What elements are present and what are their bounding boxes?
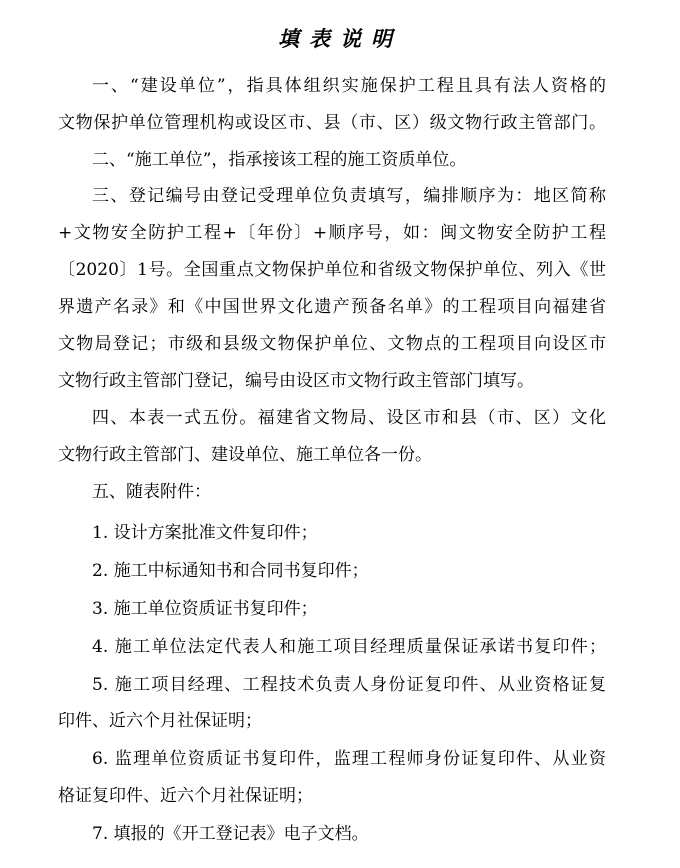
list-item: 1. 设计方案批准文件复印件；: [92, 523, 318, 543]
paragraph-line: 二、“施工单位”，指承接该工程的施工资质单位。: [92, 150, 467, 170]
list-item: 2. 施工中标通知书和合同书复印件；: [92, 561, 369, 581]
paragraph-line: 五、随表附件：: [92, 482, 211, 502]
paragraph-line: 三、登记编号由登记受理单位负责填写，编排顺序为：地区简称: [92, 186, 606, 206]
paragraph-line: +文物安全防护工程+〔年份〕+顺序号，如：闽文物安全防护工程: [58, 223, 606, 243]
list-item: 5. 施工项目经理、工程技术负责人身份证复印件、从业资格证复: [92, 675, 606, 695]
list-item-continuation: 印件、近六个月社保证明；: [58, 711, 262, 731]
list-item: 6. 监理单位资质证书复印件，监理工程师身份证复印件、从业资: [92, 749, 606, 769]
paragraph-line: 四、本表一式五份。福建省文物局、设区市和县（市、区）文化: [92, 408, 606, 428]
page-title: 填表说明: [278, 27, 402, 51]
paragraph-line: 文物行政主管部门、建设单位、施工单位各一份。: [58, 445, 432, 465]
paragraph-line: 一、“建设单位”，指具体组织实施保护工程且具有法人资格的: [92, 76, 606, 96]
list-item: 4. 施工单位法定代表人和施工项目经理质量保证承诺书复印件；: [92, 637, 606, 657]
paragraph-line: 〔2020〕1号。全国重点文物保护单位和省级文物保护单位、列入《世: [58, 260, 606, 280]
paragraph-line: 文物行政主管部门登记，编号由设区市文物行政主管部门填写。: [58, 371, 534, 391]
paragraph-line: 文物保护单位管理机构或设区市、县（市、区）级文物行政主管部门。: [58, 113, 606, 133]
list-item-continuation: 格证复印件、近六个月社保证明；: [58, 786, 313, 806]
paragraph-line: 界遗产名录》和《中国世界文化遗产预备名单》的工程项目向福建省: [58, 297, 606, 317]
list-item: 3. 施工单位资质证书复印件；: [92, 599, 318, 619]
list-item: 7. 填报的《开工登记表》电子文档。: [92, 824, 369, 844]
paragraph-line: 文物局登记；市级和县级文物保护单位、文物点的工程项目向设区市: [58, 334, 606, 354]
